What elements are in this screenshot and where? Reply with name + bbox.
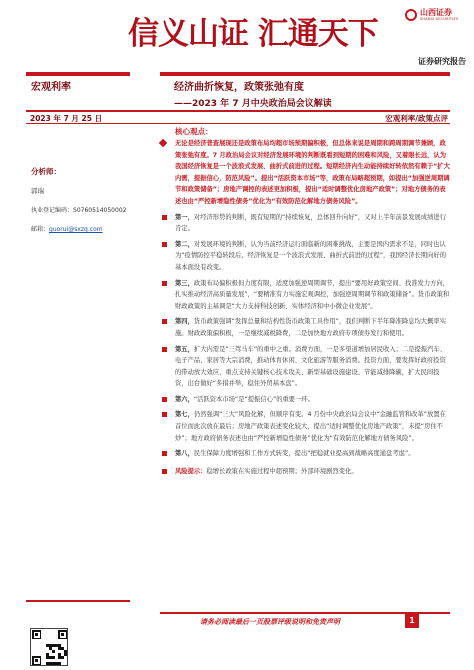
logo-circle-icon [405, 9, 417, 21]
main-content [160, 126, 450, 477]
point-label: 第三， [175, 279, 194, 287]
list-item [160, 448, 450, 460]
divider [26, 600, 130, 602]
list-item [160, 409, 450, 444]
qr-module [64, 653, 67, 656]
point-label: 第六， [175, 395, 194, 403]
list-item [160, 278, 450, 313]
core-view-heading: 核心观点： [175, 127, 213, 136]
analyst-heading: 分析师： [31, 167, 61, 176]
point-text: 仍然强调“三大”风险化解，但顺序有变。4 月份中央政治局会议中“金融监管和改革”放置在首位而此次放在最后；房地产政策表述变化较大，提出“适时调整优化房地产政策”，未提“房住不炒”；地方政府债务表述也由“严控新增隐性债务”优化为“有效防范化解地方债务风险”。 [175, 411, 446, 442]
list-item [160, 239, 450, 274]
divider [160, 72, 450, 76]
point-label: 第五， [175, 345, 194, 353]
square-bullet-icon [162, 281, 167, 286]
report-series: 证券研究报告 [418, 57, 466, 66]
report-title: 经济曲折恢复，政策张弛有度 [174, 82, 304, 93]
qr-module [35, 659, 38, 662]
analyst-info [31, 166, 151, 243]
square-bullet-icon [162, 397, 167, 402]
qr-module [52, 650, 55, 653]
analyst-license [31, 205, 151, 214]
risk-label: 风险提示： [175, 467, 207, 475]
diamond-bullet-icon [159, 139, 167, 147]
list-item [160, 212, 450, 235]
company-logo [405, 8, 458, 22]
risk-text: 稳增长政策在实施过程中超预期；外部环境剧烈变化。 [206, 467, 358, 475]
license-label: 执业登记编码： [31, 207, 74, 214]
divider [26, 72, 130, 76]
report-tag: 宏观利率/政策点评 [385, 114, 448, 123]
point-text: 对经济形势的判断，既有短期的“持续恢复，总体回升向好”，又对上半年前景发展成绩进行肯定。 [175, 213, 446, 233]
list-item [160, 316, 450, 339]
page-number: 1 [405, 614, 419, 628]
license-number: S0760514050002 [73, 207, 127, 214]
point-text: 民生保障力度增强和工作方式转变，提出“把稳就业提高到战略高度通盘考虑”。 [193, 450, 415, 458]
qr-module [52, 656, 55, 659]
point-text: 政策布局偏积极但力度有限，适度加强逆周期调节，提出“要用好政策空间、找准发力方向，扎实推动经济高质量发展”，“要精准有力实施宏观调控，加强逆周期调节和政策储备”。货币政策和财政政策的主基调是“大力支持科技创新、实体经济和中小微企业发展”。 [175, 279, 450, 310]
square-bullet-icon [162, 242, 167, 247]
qr-code-icon [30, 628, 68, 666]
core-view-text [160, 138, 450, 208]
square-bullet-icon [162, 215, 167, 220]
points-list [160, 212, 450, 460]
report-date: 2023 年 7 月 25 日 [30, 114, 103, 123]
logo-english: SHANXI SECURITIES [420, 17, 459, 21]
point-label: 第一， [175, 213, 194, 221]
logo-name: 山西证券 [420, 8, 452, 17]
email-label: 邮箱： [31, 226, 50, 233]
analyst-name: 郭瑞 [31, 187, 44, 195]
footer-disclaimer: 请务必阅读最后一页股票评级说明和免责声明 [200, 618, 340, 626]
point-text: 货币政策强调“发挥总量和结构性货币政策工具作用”，我们判断下半年降准降息均大概率实施。财政政策偏积极，一是继续减税降费，二是加快地方政府专项债券发行和使用。 [175, 318, 446, 337]
risk-warning [160, 466, 450, 478]
point-text: 对发展环境的判断，认为当前经济运行面临新的困难挑战，主要是国内需求不足，同时也认为“疫情防控平稳转段后，经济恢复是一个波浪式发展、曲折式前进的过程”，我国经济长期向好的基本面没有改变。 [175, 240, 446, 271]
point-label: 第八， [175, 450, 194, 458]
analyst-email-link[interactable]: guorui@sxzq.com [49, 226, 103, 233]
point-text: “活跃资本市场”是“提振信心”的重要一环。 [193, 395, 314, 403]
report-subtitle: ——2023 年 7 月中央政治局会议解读 [174, 99, 332, 109]
square-bullet-icon [162, 347, 167, 352]
point-label: 第七， [175, 411, 194, 419]
qr-module [61, 633, 64, 636]
qr-module [35, 633, 38, 636]
core-view-body: 无论是经济普查展现还是政策布局均超市场预期偏积极，但总体来说是周期和跨周期调节兼顾，政策张弛有度。7 月政治局会议对经济发展环境的判断既看到短期的困难和风险，又着眼长远，认为我国经济恢复是一个波浪式发展、曲折式前进的过程。短期经济内生动能持续好转依然有赖于“扩大内需，提振信心，防范风险”。提出“活跃资本市场”等，政策布局略超预期，如提出“加强逆周期调节和政策储备”；房地产调控的表述更加积极，提出“适时调整优化房地产政策”；对地方债务的表述也由“严控新增隐性债务”优化为“有效防范化解地方债务风险”。 [175, 140, 450, 205]
report-category: 宏观利率 [31, 82, 71, 93]
report-header [0, 0, 474, 72]
square-bullet-icon [162, 451, 167, 456]
banner-slogan: 信义山证 汇通天下 [128, 16, 378, 52]
point-text: 扩大内需是“三驾马车”的重中之重。消费方面，一是多渠道增加居民收入；二是提振汽车、电子产品、家居等大宗消费，推动体育休闲、文化旅游等服务消费。投资方面，要发挥好政府投资的带动放大效应，重点支持关键核心技术攻关、新型基础设施建设、节能减排降碳，扩大民间投资，出台做好“多措并举，稳住外贸基本盘”。 [175, 345, 446, 388]
square-bullet-icon [162, 319, 167, 324]
point-label: 第二， [175, 240, 194, 248]
square-bullet-icon [162, 412, 167, 417]
qr-module [58, 662, 61, 665]
analyst-email-row [31, 224, 151, 233]
list-item [160, 344, 450, 390]
point-label: 第四， [175, 318, 194, 326]
list-item [160, 394, 450, 406]
qr-module [61, 656, 64, 659]
square-bullet-icon [162, 469, 167, 474]
